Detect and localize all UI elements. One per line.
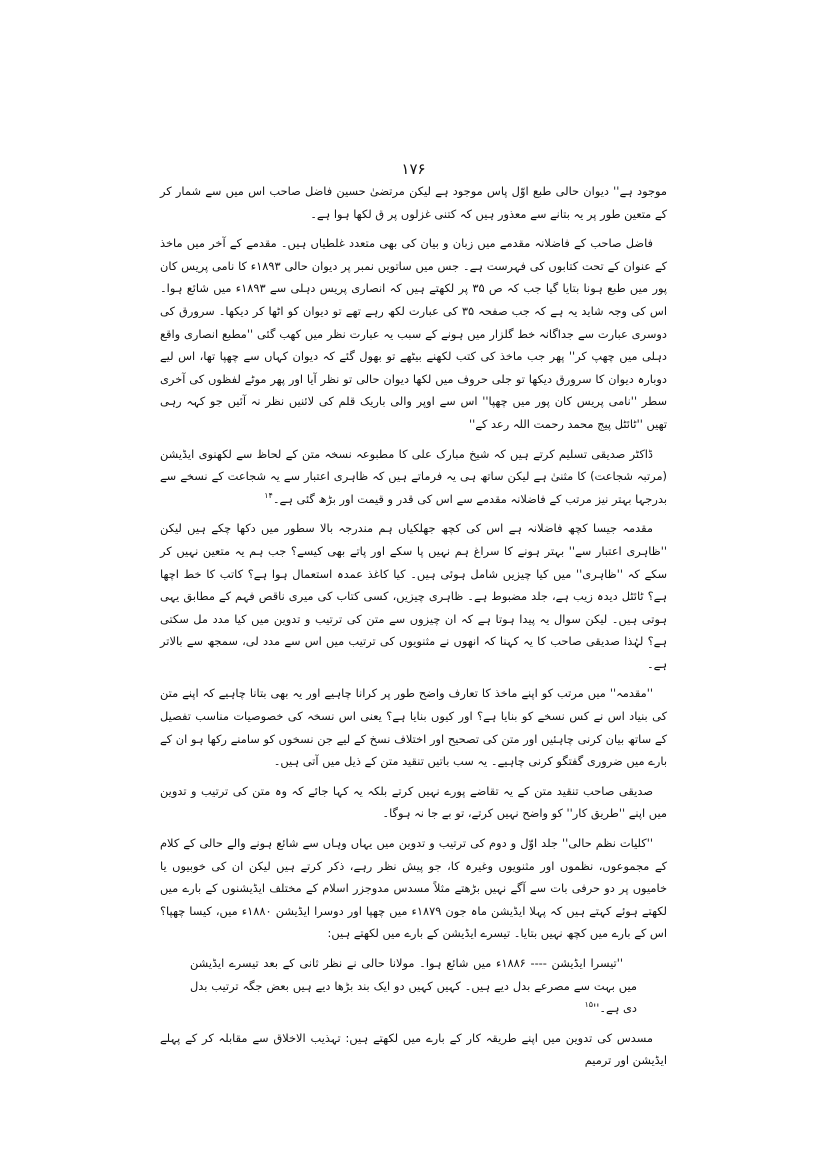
paragraph-6-text: صدیقی صاحب تنقید متن کے یہ تقاضے پورے نہیں کرتے بلکہ یہ کہا جائے کہ وہ متن کی ترتیب و تدوین میں اپنے ''طریق کار'' کو واضح نہیں کرتے، تو بے جا نہ ہوگا۔	[160, 783, 667, 821]
footnote-marker-14: ۱۴	[264, 490, 273, 500]
paragraph-6	[160, 780, 667, 825]
paragraph-4-text: مقدمہ جیسا کچھ فاضلانہ ہے اس کی کچھ جھلکیاں ہم مندرجہ بالا سطور میں دکھا چکے ہیں لیکن ''ظاہری اعتبار سے'' بہتر ہونے کا سراغ ہم نہیں پا سکے اور پاتے بھی کیسے؟ جب ہم یہ متعین نہیں کر سکے کہ ''ظاہری'' میں کیا چیزیں شامل ہوئی ہیں۔ کیا کاغذ عمدہ استعمال ہوا ہے؟ کاتب کا خط اچھا ہے؟ ٹائٹل دیدہ زیب ہے، جلد مضبوط ہے۔ ظاہری چیزیں، کسی کتاب کی میری ناقص فہم کے مطابق یہی ہوتی ہیں۔ لیکن سوال یہ پیدا ہوتا ہے کہ ان چیزوں سے متن کی ترتیب و تدوین میں کیا مدد مل سکتی ہے؟ لہٰذا صدیقی صاحب کا یہ کہنا کہ انھوں نے مثنویوں کی ترتیب میں اس سے مدد لی، سمجھ سے بالاتر ہے۔	[160, 521, 667, 671]
paragraph-3	[160, 443, 667, 511]
paragraph-7-text: ''کلیات نظم حالی'' جلد اوّل و دوم کی ترتیب و تدوین میں یہاں وہاں سے شائع ہونے والے حالی کے کلام کے مجموعوں، نظموں اور مثنویوں وغیرہ کا، جو پیش نظر رہے، ذکر کرتے ہیں لیکن ان کی خوبیوں یا خامیوں پر دو حرفی بات سے آگے نہیں بڑھتے مثلاً مسدس مدوجزر اسلام کے مختلف ایڈیشنوں کے بارے میں لکھتے ہوئے کہتے ہیں کہ پہلا ایڈیشن ماہ جون ۱۸۷۹ء میں چھپا اور دوسرا ایڈیشن ۱۸۸۰ء میں، کیسا چھپا؟ اس کے بارے میں کچھ نہیں بتایا۔ تیسرے ایڈیشن کے بارے میں لکھتے ہیں:	[160, 836, 667, 941]
paragraph-8-text: مسدس کی تدوین میں اپنے طریقہ کار کے بارے میں لکھتے ہیں: تہذیب الاخلاق سے مقابلہ کر کے پہلے ایڈیشن اور ترمیم	[160, 1030, 667, 1068]
body-text	[160, 180, 667, 1079]
paragraph-4	[160, 517, 667, 675]
paragraph-2	[160, 232, 667, 435]
paragraph-1-text: موجود ہے'' دیوان حالی طبع اوّل پاس موجود ہے لیکن مرتضیٰ حسین فاضل صاحب اس میں سے شمار کر کے متعین طور پر یہ بتانے سے معذور ہیں کہ کتنی غزلوں پر ق لکھا ہوا ہے۔	[160, 184, 667, 221]
paragraph-5	[160, 682, 667, 772]
block-quote-text: ''تیسرا ایڈیشن ---- ۱۸۸۶ء میں شائع ہوا۔ مولانا حالی نے نظر ثانی کے بعد تیسرے ایڈیشن میں بہت سے مصرعے بدل دیے ہیں۔ کہیں کہیں دو ایک بند بڑھا دیے ہیں بعض جگہ ترتیب بدل دی ہے۔''	[190, 956, 637, 1016]
paragraph-5-text: ''مقدمہ'' میں مرتب کو اپنے ماخذ کا تعارف واضح طور پر کرانا چاہیے اور یہ بھی بتانا چاہیے کہ اپنے متن کی بنیاد اس نے کس نسخے کو بنایا ہے؟ اور کیوں بنایا ہے؟ یعنی اس نسخہ کی خصوصیات مناسب تفصیل کے ساتھ بیان کرنی چاہئیں اور متن کی تصحیح اور اختلاف نسخ کے لیے جن نسخوں کو سامنے رکھا ہو ان کے بارے میں ضروری گفتگو کرنی چاہیے۔ یہ سب باتیں تنقید متن کے ذیل میں آتی ہیں۔	[160, 686, 667, 769]
page-number: ۱۷۶	[401, 160, 426, 178]
block-quote	[190, 952, 637, 1020]
paragraph-2-text: فاضل صاحب کے فاضلانہ مقدمے میں زبان و بیان کی بھی متعدد غلطیاں ہیں۔ مقدمے کے آخر میں ماخذ کے عنوان کے تحت کتابوں کی فہرست ہے۔ جس میں ساتویں نمبر پر دیوان حالی ۱۸۹۳ء کا نامی پریس کان پور میں طبع ہونا بتایا گیا جب کہ ص ۳۵ پر لکھتے ہیں کہ انصاری پریس دہلی سے ۱۸۹۳ء میں شائع ہوا۔ اس کی وجہ شاید یہ ہے کہ جب صفحہ ۳۵ کی عبارت لکھ رہے تھے تو دیوان کو اٹھا کر دیکھا۔ سرورق کی دوسری عبارت سے جداگانہ خط گلزار میں ہونے کے سبب یہ عبارت نظر میں کھب گئی ''مطبع انصاری واقع دہلی میں چھپ کر'' پھر جب ماخذ کی کتب لکھنے بیٹھے تو بھول گئے کہ دیوان کہاں سے چھپا تھا، اس لیے دوبارہ دیوان کا سرورق دیکھا تو جلی حروف میں لکھا دیوان حالی تو نظر آیا اور پھر موٹے لفظوں کی آخری سطر ''نامی پریس کان پور میں چھپا'' اس سے اوپر والی باریک قلم کی لائنیں نظر نہ آئیں جو کہہ رہی تھیں ''ٹائٹل پیج محمد رحمت اللہ رعد کے''	[160, 236, 668, 431]
footnote-marker-15: ۱۵	[584, 1000, 594, 1010]
paragraph-1	[160, 180, 667, 225]
paragraph-7	[160, 832, 667, 945]
paragraph-8	[160, 1027, 667, 1072]
paragraph-3-text: ڈاکٹر صدیقی تسلیم کرتے ہیں کہ شیخ مبارک علی کا مطبوعہ نسخہ متن کے لحاظ سے لکھنوی ایڈیشن (مرتبہ شجاعت) کا مثنیٰ ہے لیکن ساتھ ہی یہ فرماتے ہیں کہ ظاہری اعتبار سے یہ شجاعت کے نسخے سے بدرجہا بہتر نیز مرتب کے فاضلانہ مقدمے سے اس کی قدر و قیمت اور بڑھ گئی ہے۔	[160, 446, 667, 506]
